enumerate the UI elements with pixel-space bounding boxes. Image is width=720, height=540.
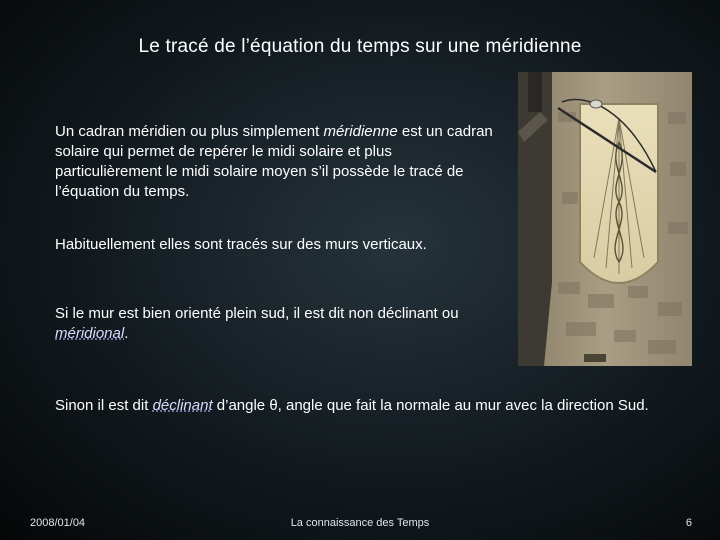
paragraph-declining bbox=[55, 396, 675, 416]
slide-title: Le tracé de l’équation du temps sur une méridienne bbox=[138, 36, 582, 57]
p3-text-before: Si le mur est bien orienté plein sud, il est dit non déclinant ou bbox=[55, 305, 459, 322]
slide-number: 6 bbox=[685, 517, 692, 529]
sundial-photo bbox=[518, 72, 692, 366]
p1-text-after: est un cadran solaire qui permet de repérer le midi solaire et plus particulièrement le midi solaire moyen s’il possède le tracé de l’équation du temps. bbox=[55, 123, 493, 200]
paragraph-vertical-walls: Habituellement elles sont tracés sur des murs verticaux. bbox=[55, 236, 427, 253]
footer-date: 2008/01/04 bbox=[30, 517, 86, 529]
p1-text-before: Un cadran méridien ou plus simplement bbox=[55, 123, 324, 140]
paragraph-south-oriented bbox=[55, 304, 495, 344]
sundial-photo-image bbox=[518, 72, 692, 366]
paragraph-meridienne-definition bbox=[55, 122, 495, 202]
p4-text-before: Sinon il est dit bbox=[55, 397, 153, 414]
link-meridional[interactable]: méridional bbox=[55, 325, 125, 342]
p4-text-after: d’angle θ, angle que fait la normale au mur avec la direction Sud. bbox=[212, 397, 649, 414]
link-declinant[interactable]: déclinant bbox=[152, 397, 213, 414]
footer-center-text: La connaissance des Temps bbox=[290, 517, 430, 529]
p1-italic-term: méridienne bbox=[323, 123, 398, 140]
p3-text-after: . bbox=[124, 325, 129, 342]
